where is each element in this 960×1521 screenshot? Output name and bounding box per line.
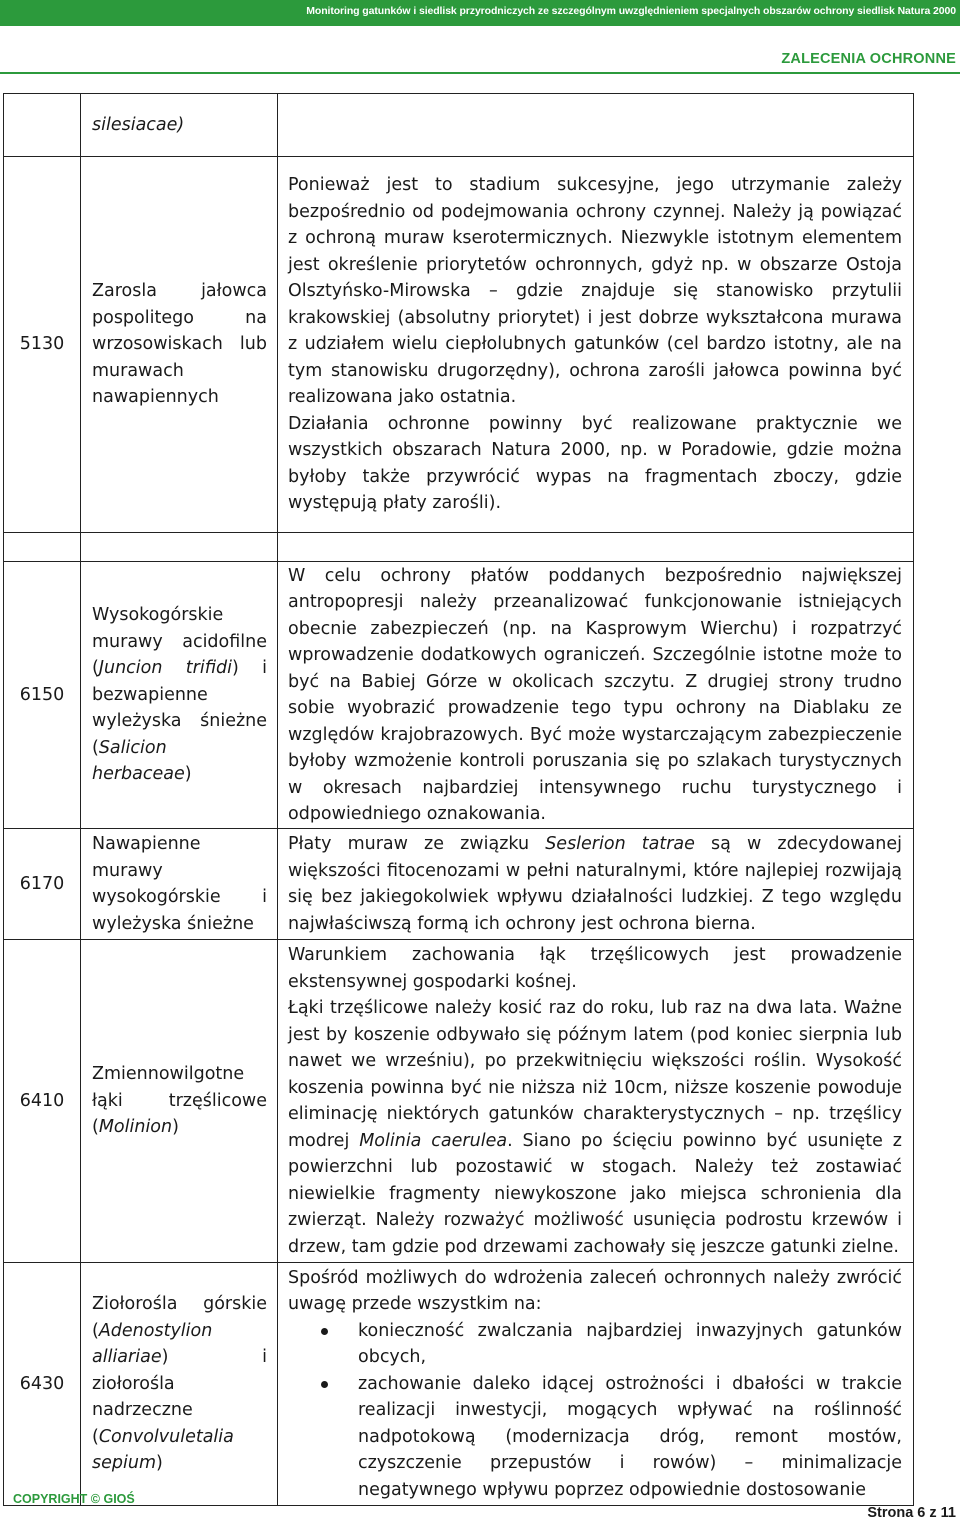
habitat-code: 6170: [4, 829, 81, 940]
recommendation-paragraph: Spośród możliwych do wdrożenia zaleceń ochronnych należy zwrócić uwagę przede wszystkim na:: [288, 1267, 902, 1315]
habitat-code: 6150: [4, 562, 81, 829]
section-title: ZALECENIA OCHRONNE: [781, 51, 956, 67]
table-row: [4, 940, 914, 1263]
table-row: [4, 157, 914, 533]
bullet-icon: [321, 1381, 328, 1388]
habitat-name: silesiacae): [81, 94, 278, 157]
header-divider: [0, 72, 960, 74]
bullet-icon: [321, 1328, 328, 1335]
recommendation: Płaty muraw ze związku Seslerion tatrae są w zdecydowanej większości fitocenozami w pełni naturalnymi, które najlepiej rozwijają się bez jakiegokolwiek wpływu działalności ludzkiej. Z tego względu najwłaściwszą formą ich ochrony jest ochrona bierna.: [278, 829, 914, 940]
recommendation: [278, 157, 914, 533]
table-row: [4, 562, 914, 829]
recommendation-paragraph: Działania ochronne powinny być realizowane praktycznie we wszystkich obszarach Natura 2000, np. w Poradowie, gdzie można byłoby także przywrócić wypas na fragmentach zboczy, gdzie występują płaty zarośli).: [288, 413, 902, 514]
table-row: [4, 829, 914, 940]
copyright: COPYRIGHT © GIOŚ: [13, 1492, 135, 1506]
habitat-code: 6430: [4, 1263, 81, 1506]
list-item: konieczność zwalczania najbardziej inwazyjnych gatunków obcych,: [288, 1318, 902, 1371]
habitat-code: 6410: [4, 940, 81, 1263]
table-row: [4, 1263, 914, 1506]
recommendation-bullets: [288, 1318, 902, 1504]
table-row: [4, 94, 914, 157]
recommendations-table: [3, 93, 914, 1506]
list-item: zachowanie daleko idącej ostrożności i dbałości w trakcie realizacji inwestycji, mogących wpływać na roślinność nadpotokową (modernizacja dróg, remont mostów, czyszczenie przepustów i rowów) – minimalizacje negatywnego wpływu poprzez odpowiednie dostosowanie: [288, 1371, 902, 1504]
recommendation-paragraph: Ponieważ jest to stadium sukcesyjne, jego utrzymanie zależy bezpośrednio od podejmowania ochrony czynnej. Należy ją powiązać z ochroną muraw kserotermicznych. Niezwykle istotnym elementem jest określenie priorytetów ochronnych, gdyż np. w obszarze Ostoja Olsztyńsko-Mirowska – gdzie znajduje się stanowisko przytulii krakowskiej (absolutny priorytet) i jest dobrze wykształcona murawa z udziałem wielu ciepłolubnych gatunków (cel bardzo istotny, ale na tym stanowisku drugorzędny), ochrona zarośli jałowca powinna być realizowana jako ostatnia.: [288, 175, 902, 408]
recommendation: [278, 940, 914, 1263]
habitat-name: Nawapienne murawy wysokogórskie i wyleżyska śnieżne: [81, 829, 278, 940]
habitat-name: Ziołorośla górskie (Adenostylion alliariae) i ziołorośla nadrzeczne (Convolvuletalia sepium): [81, 1263, 278, 1506]
recommendation-paragraph: Warunkiem zachowania łąk trzęślicowych jest prowadzenie ekstensywnej gospodarki kośnej.: [288, 945, 902, 992]
recommendation: [278, 1263, 914, 1506]
page-number: Strona 6 z 11: [867, 1505, 956, 1521]
header-band: [0, 0, 960, 26]
recommendation-paragraph: Łąki trzęślicowe należy kosić raz do roku, lub raz na dwa lata. Ważne jest by koszenie odbywało się późnym latem (pod koniec sierpnia lub nawet we wrześniu), po przekwitnięciu większości roślin. Wysokość koszenia powinna być nie niższa niż 10cm, niższe koszenie powoduje eliminację niektórych gatunków charakterystycznych – np. trzęślicy modrej Molinia caerulea. Siano po ścięciu powinno być usunięte z powierzchni lub pozostawić w stogach. Należy też zostawiać niewielkie fragmenty niewykoszone jako miejsca schronienia dla zwierząt. Należy rozważyć możliwość usunięcia podrostu krzewów i drzew, tam gdzie pod drzewami zachowały się jeszcze gatunki zielne.: [288, 998, 902, 1257]
row-gap: [4, 533, 914, 562]
recommendation: [278, 94, 914, 157]
habitat-name: Zarosla jałowca pospolitego na wrzosowiskach lub murawach nawapiennych: [81, 157, 278, 533]
habitat-name: Zmiennowilgotne łąki trzęślicowe (Molinion): [81, 940, 278, 1263]
habitat-code: 5130: [4, 157, 81, 533]
habitat-name: Wysokogórskie murawy acidofilne (Juncion trifidi) i bezwapienne wyleżyska śnieżne (Salicion herbaceae): [81, 562, 278, 829]
recommendation: W celu ochrony płatów poddanych bezpośrednio największej antropopresji należy przeanalizować funkcjonowanie istniejących obecnie zabezpieczeń (np. na Kasprowym Wierchu) i rozpatrzyć wprowadzenie dodatkowych ograniczeń. Szczególnie istotne może to być na Babiej Górze w okolicach szczytu. Z drugiej strony trudno sobie wyobrazić prowadzenie tego typu ochrony na Diablaku ze względów krajobrazowych. Być może wystarczającym zabezpieczenie byłoby wzmożenie kontroli poruszania się po szlakach turystycznych w okresach najbardziej intensywnego ruchu turystycznego i odpowiedniego oznakowania.: [278, 562, 914, 829]
habitat-code: [4, 94, 81, 157]
running-title: Monitoring gatunków i siedlisk przyrodniczych ze szczególnym uwzględnieniem specjalnych obszarów ochrony siedlisk Natura 2000: [306, 5, 956, 17]
